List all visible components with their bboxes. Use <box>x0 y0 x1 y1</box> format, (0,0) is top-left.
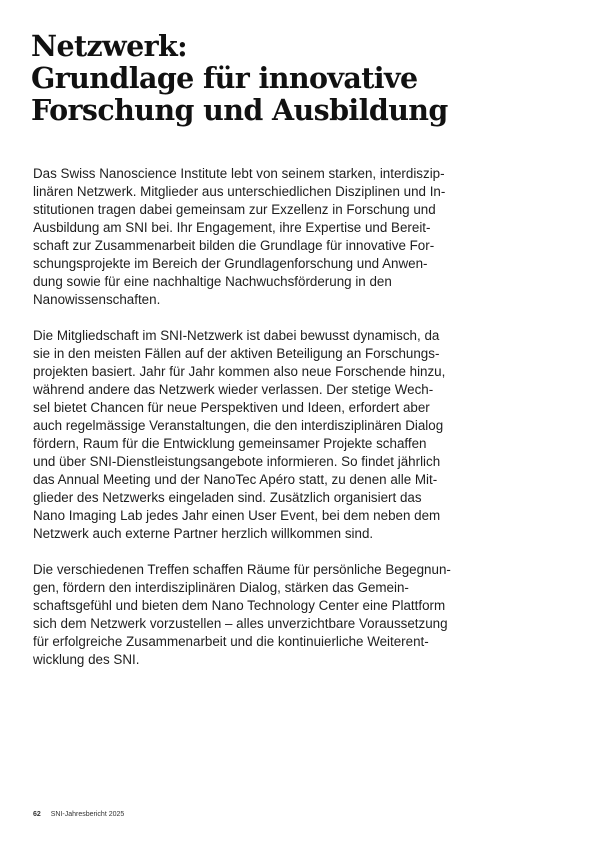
text-line: und über SNI-Dienstleistungsangebote informieren. So findet jährlich <box>33 454 441 469</box>
text-line: das Annual Meeting und der NanoTec Apéro statt, zu denen alle Mit- <box>33 472 438 487</box>
text-line: Nano Imaging Lab jedes Jahr einen User Event, bei dem neben dem <box>33 508 441 523</box>
text-line: Das Swiss Nanoscience Institute lebt von seinem starken, interdiszip- <box>33 166 445 181</box>
text-line: auch regelmässige Veranstaltungen, die den interdisziplinären Dialog <box>33 418 444 433</box>
text-line: gen, fördern den interdisziplinären Dialog, stärken das Gemein- <box>33 580 409 595</box>
publication-title: SNI-Jahresbericht 2025 <box>50 811 125 818</box>
page-number: 62 <box>33 811 41 818</box>
text-line: linären Netzwerk. Mitglieder aus unterschiedlichen Disziplinen und In- <box>33 184 446 199</box>
text-line: Die Mitgliedschaft im SNI-Netzwerk ist dabei bewusst dynamisch, da <box>33 328 440 343</box>
text-line: für erfolgreiche Zusammenarbeit und die kontinuierliche Weiterent- <box>33 634 429 649</box>
text-line: fördern, Raum für die Entwicklung gemeinsamer Projekte schaffen <box>33 436 427 451</box>
title-line: Grundlage für innovative <box>31 61 418 95</box>
text-line: glieder des Netzwerks eingeladen sind. Zusätzlich organisiert das <box>33 490 422 505</box>
text-line: während andere das Netzwerk wieder verlassen. Der stetige Wech- <box>33 382 434 397</box>
text-line: sel bietet Chancen für neue Perspektiven und Ideen, erfordert aber <box>33 400 430 415</box>
paragraph-intro <box>33 165 473 309</box>
text-line: stitutionen tragen dabei gemeinsam zur Exzellenz in Forschung und <box>33 202 436 217</box>
text-line: Nanowissenschaften. <box>33 292 161 307</box>
text-line: Die verschiedenen Treffen schaffen Räume für persönliche Begegnun- <box>33 562 451 577</box>
text-line: schaftsgefühl und bieten dem Nano Technology Center eine Plattform <box>33 598 446 613</box>
text-line: Ausbildung am SNI bei. Ihr Engagement, ihre Expertise und Bereit- <box>33 220 431 235</box>
text-line: sie in den meisten Fällen auf der aktiven Beteiligung an Forschungs- <box>33 346 440 361</box>
paragraph-meetings <box>33 561 473 669</box>
paragraph-membership <box>33 327 473 543</box>
text-line: schungsprojekte im Bereich der Grundlagenforschung und Anwen- <box>33 256 428 271</box>
page-title <box>31 30 448 126</box>
title-line: Netzwerk: <box>31 29 188 63</box>
text-line: wicklung des SNI. <box>33 652 140 667</box>
text-line: sich dem Netzwerk vorzustellen – alles unverzichtbare Voraussetzung <box>33 616 448 631</box>
text-line: Netzwerk auch externe Partner herzlich willkommen sind. <box>33 526 374 541</box>
text-line: schaft zur Zusammenarbeit bilden die Grundlage für innovative For- <box>33 238 435 253</box>
body-text <box>33 165 473 687</box>
title-line: Forschung und Ausbildung <box>31 93 448 127</box>
page-footer <box>33 810 124 819</box>
text-line: projekten basiert. Jahr für Jahr kommen also neue Forschende hinzu, <box>33 364 446 379</box>
text-line: dung sowie für eine nachhaltige Nachwuchsförderung in den <box>33 274 392 289</box>
